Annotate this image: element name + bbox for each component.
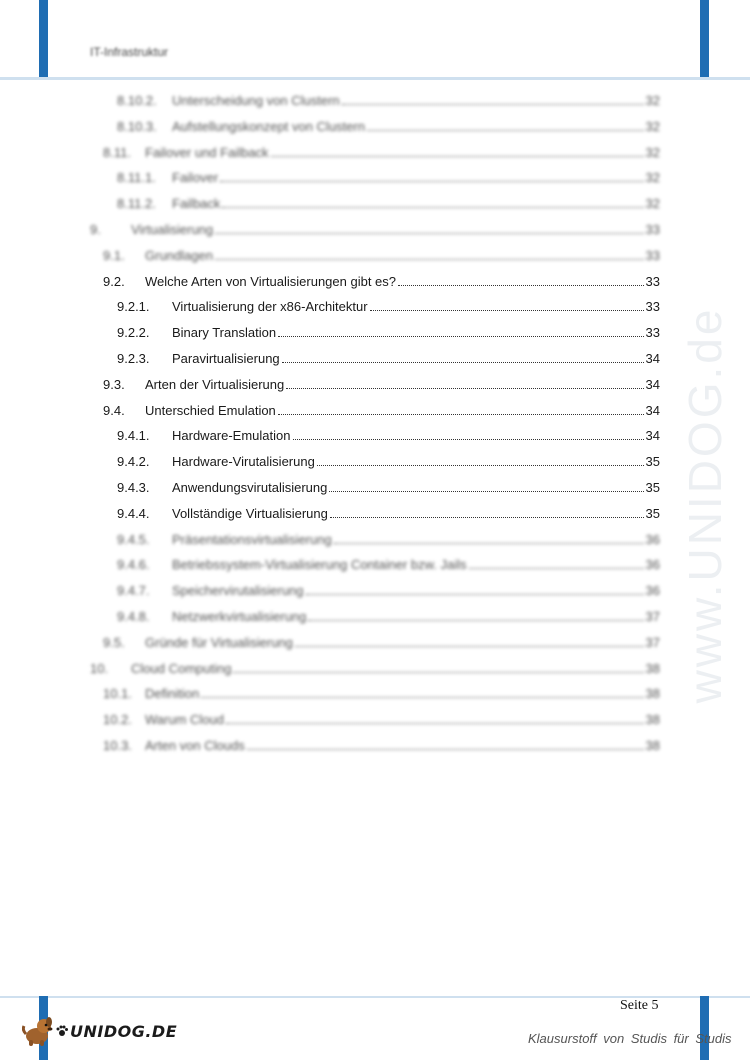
toc-entry-title: Anwendungsvirutalisierung [172, 480, 328, 495]
toc-entry-title: Definition [145, 686, 200, 702]
toc-entry-number: 9.3. [103, 376, 125, 392]
toc-entry-page: 35 [645, 505, 660, 521]
toc-dot-leader [317, 465, 644, 466]
toc-entry-number: 8.11.1. [117, 170, 156, 186]
toc-dot-leader [278, 414, 644, 415]
toc-entry[interactable] [117, 476, 660, 496]
toc-dot-leader [367, 130, 644, 131]
toc-entry-number: 9.4.3. [117, 480, 150, 495]
toc-entry-page: 35 [645, 454, 660, 470]
toc-entry-number: 9.4.5. [117, 531, 150, 547]
toc-entry-number: 9.4.7. [117, 583, 150, 599]
toc-entry-page: 33 [645, 222, 660, 237]
toc-entry[interactable] [117, 450, 660, 470]
toc-entry-number: 9.4.1. [117, 428, 150, 444]
toc-entry-page: 33 [645, 273, 660, 289]
page-number: Seite 5 [620, 998, 659, 1013]
toc-entry-number: 9.2.3. [117, 351, 150, 366]
toc-entry-title: Virtualisierung [131, 222, 214, 237]
toc-entry-number: 9.4.2. [117, 454, 150, 470]
toc-entry-number: 9.2.1. [117, 299, 150, 315]
toc-dot-leader [278, 336, 643, 337]
toc-entry-page: 37 [645, 634, 660, 650]
toc-entry-number: 9.4.8. [117, 609, 150, 624]
toc-entry[interactable] [103, 244, 660, 264]
toc-entry[interactable] [90, 657, 660, 677]
toc-entry[interactable] [103, 270, 660, 290]
toc-dot-leader [286, 388, 643, 389]
header-title: IT-Infrastruktur [90, 45, 169, 59]
toc-dot-leader [370, 310, 644, 311]
toc-dot-leader [215, 259, 644, 260]
toc-entry-number: 10.1. [103, 686, 132, 702]
toc-entry-number: 8.10.2. [117, 93, 157, 108]
toc-entry-number: 9.4.6. [117, 557, 150, 573]
toc-entry-page: 36 [645, 557, 660, 573]
toc-entry[interactable] [103, 373, 660, 393]
toc-dot-leader [334, 543, 644, 544]
toc-entry-number: 8.10.3. [117, 118, 157, 134]
toc-entry-number: 9. [90, 222, 101, 237]
toc-entry-title: Warum Cloud [145, 712, 224, 728]
toc-entry-page: 38 [645, 712, 660, 728]
toc-entry-title: Präsentationsvirtualisierung [172, 531, 332, 547]
footer-tagline: Klausurstoff von Studis für Studis [528, 1031, 732, 1046]
toc-entry-title: Unterschied Emulation [145, 402, 276, 418]
toc-entry-page: 32 [645, 144, 660, 160]
toc-entry-title: Vollständige Virtualisierung [172, 505, 328, 521]
toc-entry[interactable] [103, 399, 660, 419]
toc-entry-number: 9.2. [103, 273, 125, 289]
toc-entry[interactable] [117, 89, 660, 109]
toc-entry-number: 9.4.4. [117, 505, 150, 521]
toc-entry-number: 10.2. [103, 712, 132, 728]
toc-entry-title: Grundlagen [145, 247, 213, 263]
toc-entry-page: 32 [645, 93, 660, 108]
toc-entry[interactable] [103, 141, 660, 161]
toc-dot-leader [295, 646, 644, 647]
logo-text: UNIDOG.DE [70, 1021, 178, 1041]
toc-entry[interactable] [103, 682, 660, 702]
toc-dot-leader [306, 594, 644, 595]
toc-entry[interactable] [90, 218, 660, 238]
toc-entry-title: Netzwerkvirtualisierung [172, 609, 307, 624]
toc-entry[interactable] [103, 708, 660, 728]
toc-entry-page: 36 [645, 583, 660, 599]
unidog-logo [22, 1016, 177, 1046]
footer-accent-bar-right [700, 996, 709, 1060]
toc-entry[interactable] [117, 347, 660, 367]
toc-entry[interactable] [117, 579, 660, 599]
toc-entry[interactable] [117, 502, 660, 522]
watermark: www.UNIDOG.de [679, 306, 731, 704]
toc-entry-page: 33 [645, 299, 660, 315]
toc-dot-leader [330, 517, 644, 518]
toc-dot-leader [398, 285, 644, 286]
toc-entry-title: Betriebssystem-Virtualisierung Container bzw. Jails [172, 557, 467, 573]
toc-entry-title: Gründe für Virtualisierung [145, 634, 293, 650]
toc-entry-title: Failback [172, 196, 221, 212]
toc-dot-leader [329, 491, 643, 492]
toc-entry-number: 9.1. [103, 247, 125, 263]
toc-entry-title: Arten der Virtualisierung [145, 376, 285, 392]
toc-entry-page: 32 [645, 118, 660, 134]
toc-entry[interactable] [103, 734, 660, 754]
toc-entry-title: Paravirtualisierung [172, 351, 280, 366]
toc-entry-number: 9.2.2. [117, 325, 150, 341]
toc-entry-page: 38 [645, 738, 660, 753]
header-accent-bar-left [39, 0, 48, 80]
toc-entry-title: Speichervirutalisierung [172, 583, 304, 599]
toc-entry-page: 33 [645, 325, 660, 341]
toc-dot-leader [233, 672, 643, 673]
toc-dot-leader [308, 620, 643, 621]
toc-entry-page: 38 [645, 686, 660, 702]
toc-entry-page: 32 [645, 196, 660, 212]
toc-entry-number: 8.11.2. [117, 196, 156, 212]
toc-dot-leader [293, 439, 644, 440]
toc-dot-leader [469, 568, 644, 569]
header-accent-bar-right [700, 0, 709, 80]
toc-dot-leader [226, 723, 644, 724]
toc-entry-page: 34 [645, 402, 660, 418]
toc-entry-title: Cloud Computing [131, 660, 232, 676]
toc-entry-title: Aufstellungskonzept von Clustern [172, 118, 365, 134]
toc-entry[interactable] [117, 528, 660, 548]
toc-dot-leader [215, 233, 643, 234]
toc-entry-number: 9.5. [103, 634, 125, 650]
toc-dot-leader [222, 207, 643, 208]
toc-entry-title: Welche Arten von Virtualisierungen gibt es? [145, 273, 397, 289]
toc-entry-number: 9.4. [103, 402, 125, 418]
toc-entry[interactable] [117, 321, 660, 341]
toc-entry-title: Hardware-Emulation [172, 428, 291, 444]
toc-entry-title: Arten von Clouds [145, 738, 245, 753]
toc-entry[interactable] [117, 605, 660, 625]
toc-entry-page: 34 [645, 428, 660, 444]
toc-entry[interactable] [117, 295, 660, 315]
toc-entry-number: 10. [90, 660, 109, 676]
toc-entry-page: 34 [645, 376, 660, 392]
toc-entry-number: 10.3. [103, 738, 132, 753]
toc-entry-page: 35 [645, 480, 660, 495]
toc-entry-page: 33 [645, 247, 660, 263]
toc-entry-page: 34 [645, 351, 660, 366]
toc-entry[interactable] [103, 631, 660, 651]
paw-icon [56, 1025, 68, 1037]
toc-dot-leader [201, 697, 643, 698]
toc-entry-page: 36 [645, 531, 660, 547]
toc-entry-page: 37 [645, 609, 660, 624]
toc-entry[interactable] [117, 166, 660, 186]
toc-entry-title: Failover [172, 170, 219, 186]
toc-entry[interactable] [117, 115, 660, 135]
toc-entry-title: Hardware-Virutalisierung [172, 454, 315, 470]
dog-mascot-icon [22, 1016, 56, 1046]
toc-dot-leader [342, 104, 644, 105]
toc-dot-leader [282, 362, 644, 363]
toc-entry-title: Virtualisierung der x86-Architektur [172, 299, 368, 315]
toc-dot-leader [271, 156, 644, 157]
toc-entry[interactable] [117, 192, 660, 212]
toc-dot-leader [247, 749, 644, 750]
toc-entry-title: Unterscheidung von Clustern [172, 93, 340, 108]
toc-entry[interactable] [117, 553, 660, 573]
toc-dot-leader [220, 181, 643, 182]
toc-entry[interactable] [117, 424, 660, 444]
toc-entry-page: 32 [645, 170, 660, 186]
header-rule [0, 77, 750, 80]
toc-entry-title: Binary Translation [172, 325, 277, 341]
toc-entry-title: Failover und Failback [145, 144, 269, 160]
toc-entry-page: 38 [645, 660, 660, 676]
toc-entry-number: 8.11. [103, 144, 131, 160]
